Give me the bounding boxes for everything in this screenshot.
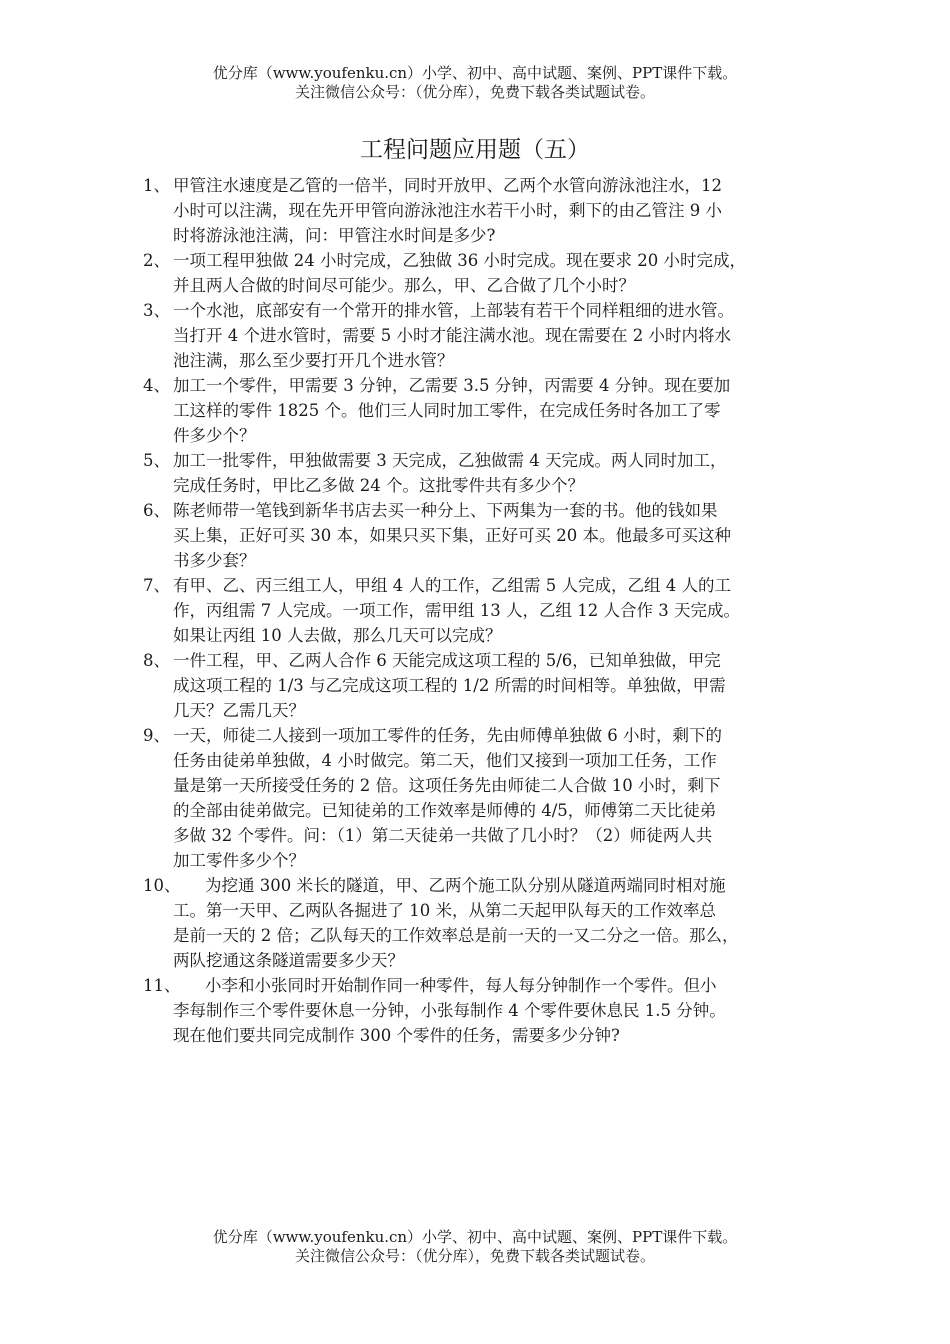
question-line: 现在他们要共同完成制作 300 个零件的任务，需要多少分钟? xyxy=(173,1026,620,1045)
question-text xyxy=(173,298,815,373)
question-number: 11、 xyxy=(143,976,181,995)
question-line: 如果让丙组 10 人去做，那么几天可以完成？ xyxy=(173,626,502,645)
question-text xyxy=(173,873,815,973)
question-text xyxy=(173,573,815,648)
question-line: 加工零件多少个？ xyxy=(173,851,305,870)
question-item xyxy=(143,573,815,648)
question-number: 9、 xyxy=(143,726,170,745)
question-number: 5、 xyxy=(143,451,170,470)
question-line: 加工一批零件，甲独做需要 3 天完成，乙独做需 4 天完成。两人同时加工， xyxy=(173,451,727,470)
question-number: 3、 xyxy=(143,301,170,320)
question-item xyxy=(143,173,815,248)
question-number: 2、 xyxy=(143,251,170,270)
question-line: 李每制作三个零件要休息一分钟，小张每制作 4 个零件要休息民 1.5 分钟。 xyxy=(173,1001,726,1020)
question-line: 陈老师带一笔钱到新华书店去买一种分上、下两集为一套的书。他的钱如果 xyxy=(173,501,718,520)
question-line: 工这样的零件 1825 个。他们三人同时加工零件，在完成任务时各加工了零 xyxy=(173,401,721,420)
question-number: 10、 xyxy=(143,876,181,895)
question-item xyxy=(143,498,815,573)
question-line: 时将游泳池注满，问：甲管注水时间是多少? xyxy=(173,226,496,245)
question-line: 是前一天的 2 倍；乙队每天的工作效率总是前一天的一又二分之一倍。那么， xyxy=(173,926,739,945)
question-line: 加工一个零件，甲需要 3 分钟，乙需要 3.5 分钟，丙需要 4 分钟。现在要加 xyxy=(173,376,731,395)
question-line: 多做 32 个零件。问：（1）第二天徒弟一共做了几小时？（2）师徒两人共 xyxy=(173,826,713,845)
footer-line-2: 关注微信公众号：（优分库），免费下载各类试题试卷。 xyxy=(294,1247,655,1265)
question-line: 买上集，正好可买 30 本，如果只买下集，正好可买 20 本。他最多可买这种 xyxy=(173,526,731,545)
question-text xyxy=(173,648,815,723)
question-line: 小李和小张同时开始制作同一种零件，每人每分钟制作一个零件。但小 xyxy=(205,976,717,995)
question-line: 为挖通 300 米长的隧道，甲、乙两个施工队分别从隧道两端同时相对施 xyxy=(205,876,726,895)
question-text xyxy=(173,373,815,448)
question-line: 一天，师徒二人接到一项加工零件的任务，先由师傅单独做 6 小时，剩下的 xyxy=(173,726,722,745)
question-line: 作，丙组需 7 人完成。一项工作，需甲组 13 人，乙组 12 人合作 3 天完成。 xyxy=(173,601,740,620)
question-item xyxy=(143,873,815,973)
question-number: 1、 xyxy=(143,176,170,195)
question-number: 6、 xyxy=(143,501,170,520)
question-line: 两队挖通这条隧道需要多少天？ xyxy=(173,951,404,970)
footer-line-1: 优分库（www.youfenku.cn）小学、初中、高中试题、案例、PPT课件下载。 xyxy=(212,1228,738,1246)
question-item xyxy=(143,298,815,373)
question-line: 池注满，那么至少要打开几个进水管？ xyxy=(173,351,454,370)
question-line: 工。第一天甲、乙两队各掘进了 10 米，从第二天起甲队每天的工作效率总 xyxy=(173,901,716,920)
question-line: 任务由徒弟单独做，4 小时做完。第二天，他们又接到一项加工任务，工作 xyxy=(173,751,717,770)
question-item xyxy=(143,248,815,298)
question-text xyxy=(173,448,815,498)
question-line: 一个水池，底部安有一个常开的排水管，上部装有若干个同样粗细的进水管。 xyxy=(173,301,734,320)
question-list xyxy=(143,173,815,1048)
question-line: 的全部由徒弟做完。已知徒弟的工作效率是师傅的 4/5，师傅第二天比徒弟 xyxy=(173,801,717,820)
question-line: 有甲、乙、丙三组工人，甲组 4 人的工作，乙组需 5 人完成，乙组 4 人的工 xyxy=(173,576,731,595)
question-line: 一件工程，甲、乙两人合作 6 天能完成这项工程的 5/6，已知单独做，甲完 xyxy=(173,651,721,670)
question-line: 完成任务时，甲比乙多做 24 个。这批零件共有多少个？ xyxy=(173,476,584,495)
question-item xyxy=(143,448,815,498)
page-header xyxy=(0,64,950,102)
question-text xyxy=(173,498,815,573)
header-line-1: 优分库（www.youfenku.cn）小学、初中、高中试题、案例、PPT课件下载。 xyxy=(212,64,738,82)
question-line: 一项工程甲独做 24 小时完成，乙独做 36 小时完成。现在要求 20 小时完成， xyxy=(173,251,746,270)
document-title: 工程问题应用题（五） xyxy=(360,137,590,163)
question-line: 并且两人合做的时间尽可能少。那么，甲、乙合做了几个小时？ xyxy=(173,276,635,295)
question-number: 4、 xyxy=(143,376,170,395)
question-text xyxy=(173,248,815,298)
page-footer xyxy=(0,1228,950,1266)
question-text xyxy=(173,723,815,873)
question-line: 量是第一天所接受任务的 2 倍。这项任务先由师徒二人合做 10 小时，剩下 xyxy=(173,776,721,795)
question-line: 当打开 4 个进水管时，需要 5 小时才能注满水池。现在需要在 2 小时内将水 xyxy=(173,326,731,345)
question-line: 几天？乙需几天？ xyxy=(173,701,305,720)
question-item xyxy=(143,648,815,723)
question-text xyxy=(173,973,815,1048)
header-line-2: 关注微信公众号：（优分库），免费下载各类试题试卷。 xyxy=(294,83,655,101)
question-line: 小时可以注满，现在先开甲管向游泳池注水若干小时，剩下的由乙管注 9 小 xyxy=(173,201,722,220)
question-line: 成这项工程的 1/3 与乙完成这项工程的 1/2 所需的时间相等。单独做，甲需 xyxy=(173,676,726,695)
question-item xyxy=(143,723,815,873)
question-number: 8、 xyxy=(143,651,170,670)
question-item xyxy=(143,973,815,1048)
question-line: 件多少个？ xyxy=(173,426,256,445)
question-item xyxy=(143,373,815,448)
question-number: 7、 xyxy=(143,576,170,595)
question-text xyxy=(173,173,815,248)
question-line: 甲管注水速度是乙管的一倍半，同时开放甲、乙两个水管向游泳池注水，12 xyxy=(173,176,722,195)
question-line: 书多少套？ xyxy=(173,551,256,570)
